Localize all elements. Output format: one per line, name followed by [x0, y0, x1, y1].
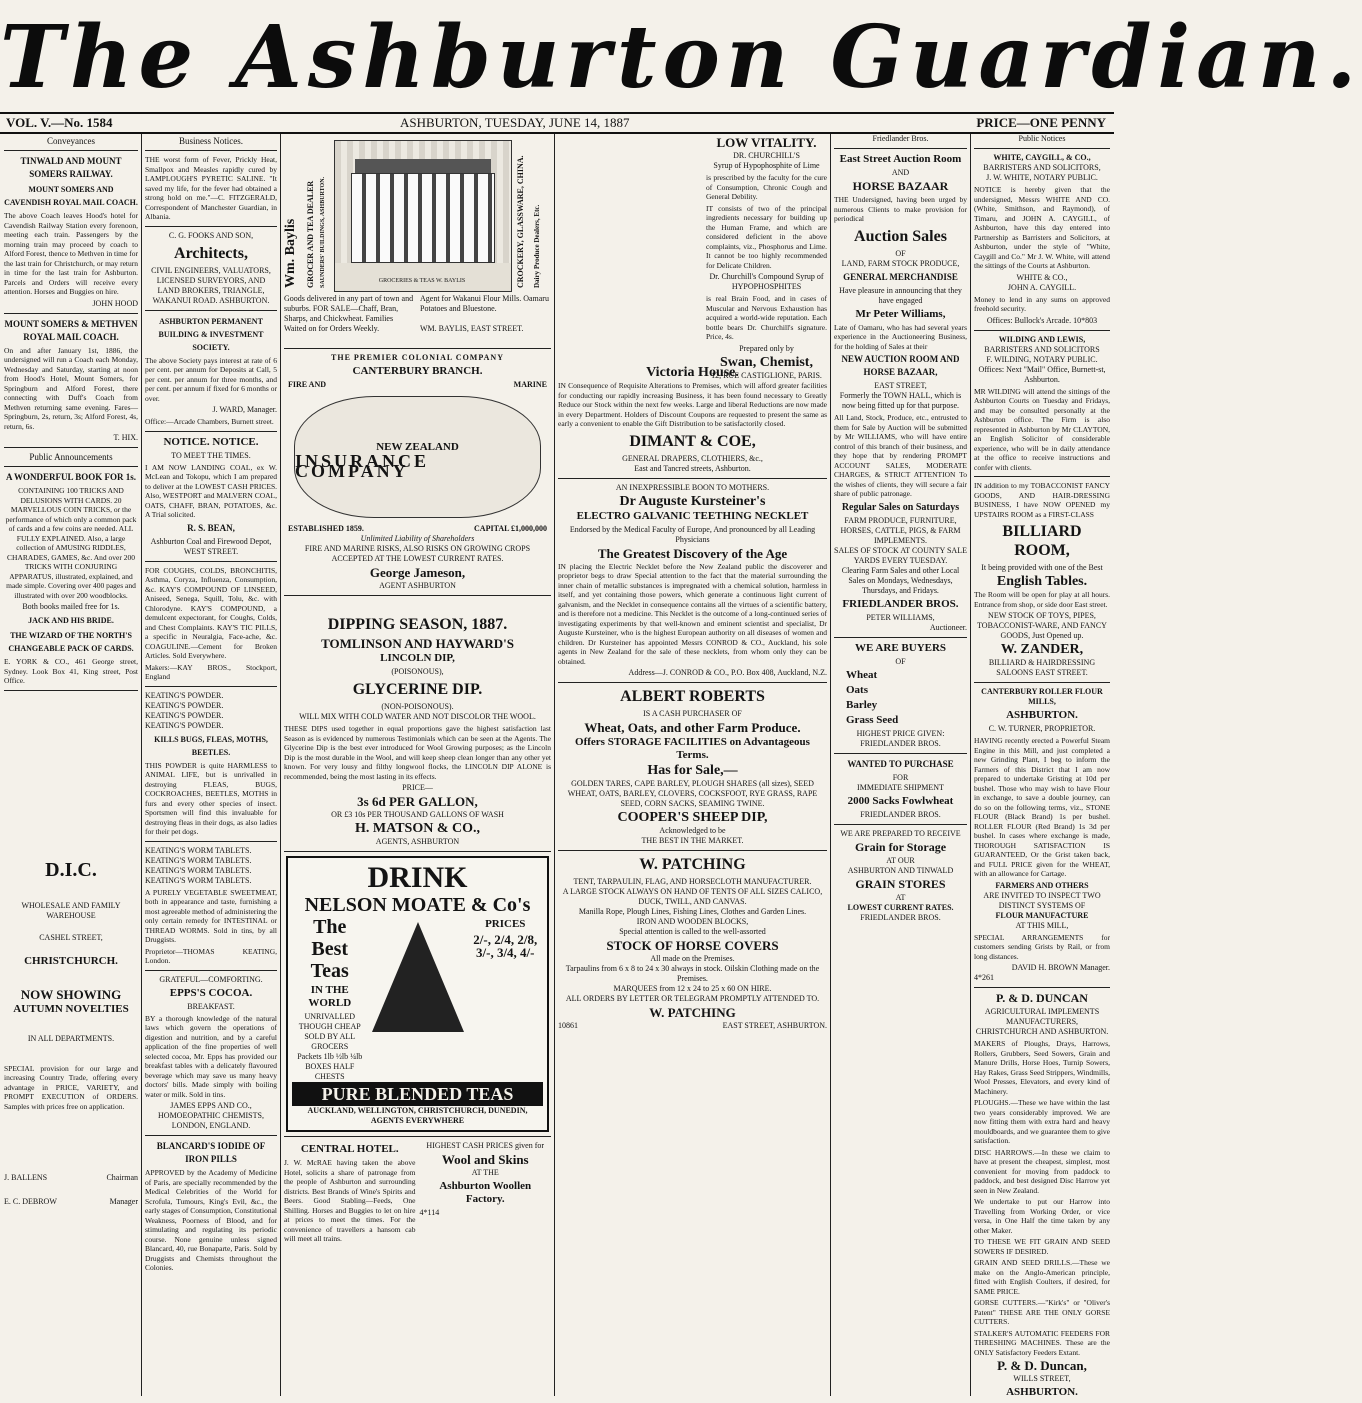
ad-heading: Auction Sales	[854, 227, 947, 245]
ad-subheading: OR £3 10s PER THOUSAND GALLONS OF WASH	[331, 810, 504, 819]
ad-subheading: (NON-POISONOUS).	[381, 702, 454, 711]
price: PRICE—ONE PENNY	[976, 115, 1106, 130]
ad-heading: Wool and Skins	[441, 1152, 529, 1167]
ad-signature: P. & D. Duncan,	[997, 1358, 1087, 1373]
ad-subheading: OF	[895, 248, 906, 258]
ad-subheading: IMMEDIATE SHIPMENT	[857, 782, 944, 792]
ad-body: Goods delivered in any part of town and suburbs. FOR SALE—Chaff, Bran, Sharps, and Chickwheat. Families Waited on for Orders Weekly.	[284, 294, 414, 333]
ad-body: NOTICE is hereby given that the undersigned, Messrs WHITE AND CO. (White, Smithson, and Raymond), of Timaru, and JOHN A. CAYGILL, of Ashburton, have this day entered into Partnership as Barristers and Solicitors, at Ashburton, under the style of "White, Caygill and Co." Mr J. W. White, will attend the sittings of the Courts at Ashburton.	[974, 185, 1110, 270]
ad-signature: R. S. BEAN,	[187, 522, 235, 533]
ad-body: MAKERS of Ploughs, Drays, Harrows, Rollers, Grubbers, Seed Sowers, Grain and Manure Drills, Horse Hoes, Turnip Sowers, Hay Rakes, Grass Seed Strippers, Windmills, Wool Presses, Elevators, and every kind of Machinery.	[974, 1039, 1110, 1096]
ad-body: ARE INVITED TO INSPECT TWO DISTINCT SYSTEMS OF	[983, 890, 1101, 910]
ad-address: EAST STREET, ASHBURTON.	[722, 1021, 827, 1030]
ad-item: Grass Seed	[846, 713, 899, 726]
ad-address: Address—J. CONROD & CO., P.O. Box 408, Auckland, N.Z.	[628, 668, 827, 677]
ad-subheading: WHOLESALE AND FAMILY WAREHOUSE	[21, 900, 121, 920]
ad-heading: ASHBURTON.	[1006, 709, 1078, 721]
ad-heading: C. G. FOOKS AND SON,	[168, 230, 254, 240]
ad-body: Agent for Wakanui Flour Mills. Oamaru Potatoes and Bluestone.	[420, 294, 549, 313]
ad-heading: MOUNT SOMERS & METHVEN ROYAL MAIL COACH.	[4, 318, 138, 342]
ad-signature: DAVID H. BROWN Manager.	[1011, 963, 1110, 972]
signatory-role: Chairman	[106, 1173, 138, 1182]
ad-body: All made on the Premises.	[650, 954, 735, 963]
column-4	[558, 134, 827, 1396]
ad-heading: HORSE BAZAAR	[852, 179, 949, 193]
ad-heading: NOTICE. NOTICE.	[163, 435, 259, 448]
ad-body: IN addition to my TOBACCONIST FANCY GOODS, AND HAIR-DRESSING BUSINESS, I have NOW OPENED my UPSTAIRS ROOM as a FIRST-CLASS	[974, 481, 1110, 519]
ad-item: Barley	[846, 698, 878, 711]
ad-subheading: (POISONOUS),	[391, 667, 444, 676]
ad-subheading: THE BEST IN THE MARKET.	[641, 836, 744, 845]
ad-body: It being provided with one of the Best	[981, 563, 1103, 572]
ad-subheading: IN THE WORLD	[308, 984, 352, 1009]
column-rule	[970, 134, 971, 1396]
ad-vertical-text: SAUNDERS' BUILDINGS, ASHBURTON.	[320, 176, 326, 288]
ad-subheading: WE ARE PREPARED TO RECEIVE	[840, 828, 961, 838]
issue-date: ASHBURTON, TUESDAY, JUNE 14, 1887	[400, 115, 630, 130]
ad-heading: NOW SHOWING	[20, 986, 122, 1002]
column-2	[145, 134, 277, 1396]
ad-body: Late of Oamaru, who has had several years experience in the Auctioneering Business, for the holding of Sales at their	[834, 322, 967, 351]
ad-subheading: HIGHEST CASH PRICES given for	[426, 1141, 545, 1150]
ad-body: The Room will be open for play at all hours. Entrance from shop, or side door East street.	[974, 590, 1110, 609]
ad-body: FARM PRODUCE, FURNITURE, HORSES, CATTLE, PIGS, & FARM IMPLEMENTS.	[840, 515, 961, 545]
ad-heading: ASHBURTON PERMANENT BUILDING & INVESTMENT SOCIETY.	[158, 316, 264, 352]
ad-address: 12, RUE CASTIGLIONE, PARIS.	[711, 370, 822, 380]
ad-subheading: KILLS BUGS, FLEAS, MOTHS, BEETLES.	[154, 734, 268, 757]
ad-signature: WHITE & CO.,	[1016, 272, 1068, 282]
signatory: J. BALLENS	[4, 1173, 48, 1182]
ad-signature: JAMES EPPS AND CO., HOMOEOPATHIC CHEMISTS, LONDON, ENGLAND.	[158, 1101, 264, 1130]
ad-heading: Victoria House.	[646, 365, 739, 380]
ad-signature: FRIEDLANDER BROS.	[860, 912, 941, 922]
ad-body: GOLDEN TARES, CAPE BARLEY, PLOUGH SHARES (all sizes), SEED WHEAT, OATS, BARLEY, CLOVERS, COCKSFOOT, RYE GRASS, RAPE SEED, CORN SACKS, SEAMING TWINE.	[567, 779, 818, 808]
column-1	[4, 134, 138, 1396]
tea-ad	[286, 856, 549, 1132]
ad-subheading: GENERAL DRAPERS, CLOTHIERS, &c.,	[622, 453, 763, 463]
ad-signature: W. PATCHING	[649, 1005, 736, 1020]
ad-heading: KEATING'S WORM TABLETS.	[145, 855, 252, 865]
ad-street: CASHEL STREET,	[39, 932, 103, 942]
ad-heading: Dr Auguste Kursteiner's	[619, 493, 766, 509]
column-rule	[141, 134, 142, 1396]
ad-heading: AUTUMN NOVELTIES	[13, 1002, 129, 1015]
ad-signature: Proprietor—THOMAS KEATING, London.	[145, 946, 277, 965]
ad-label: CAPITAL £1,000,000	[474, 524, 547, 533]
ad-heading: BILLIARD ROOM,	[1002, 523, 1082, 559]
ad-heading: ELECTRO GALVANIC TEETHING NECKLET	[576, 509, 809, 522]
ad-vertical-text: Dairy Produce Dealers, Etc.	[533, 204, 541, 288]
store-sign: GROCERIES & TEAS W. BAYLIS	[378, 278, 466, 284]
ad-address: Offices: Bullock's Arcade. 10*803	[986, 315, 1098, 325]
ad-heading: FARMERS AND OTHERS	[995, 880, 1089, 890]
ad-heading: The	[313, 916, 347, 938]
ad-body: Manilla Rope, Plough Lines, Fishing Lines, Clothes and Garden Lines.	[578, 907, 807, 916]
ad-body: SPECIAL ARRANGEMENTS for customers sending Grists by Rail, or from long distances.	[974, 932, 1110, 961]
ad-body: IT consists of two of the principal ingredients necessary for building up the Human Frame, and which are considered deficient in the above complaints, viz., Phosphorus and Lime. It cannot be too highly recommended for Delicate Children.	[706, 203, 827, 270]
ad-heading: BLANCARD'S IODIDE OF IRON PILLS	[156, 1141, 266, 1164]
ad-subheading: AUCKLAND, WELLINGTON, CHRISTCHURCH, DUNEDIN,	[307, 1106, 528, 1115]
ad-heading: KEATING'S WORM TABLETS.	[145, 865, 252, 875]
ad-address: Ashburton Coal and Firewood Depot, WEST STREET.	[150, 536, 272, 556]
section-heading: Public Announcements	[29, 452, 113, 462]
ad-body: GRAIN AND SEED DRILLS.—These we make on the Anglo-American principle, fitted with English Coulters, if desired, for SAME PRICE.	[974, 1258, 1110, 1296]
ad-body: SPECIAL provision for our large and increasing Country Trade, offering every advantage in PRICE, VARIETY, and PROMPT EXECUTION of ORDERS. Samples with prices free on application.	[4, 1063, 138, 1111]
ad-heading: Ashburton Woollen Factory.	[439, 1180, 532, 1205]
ad-body: Money to lend in any sums on approved freehold security.	[974, 294, 1110, 313]
ad-heading: FLOUR MANUFACTURE	[995, 910, 1089, 920]
column-rule	[554, 134, 555, 1396]
ad-heading: CENTRAL HOTEL.	[300, 1143, 399, 1155]
emblem-text: INSURANCE COMPANY	[295, 450, 430, 481]
ad-heading: East Street Auction Room	[839, 153, 962, 165]
ad-subheading: GRATEFUL—COMFORTING.	[159, 974, 263, 984]
ad-heading: CANTERBURY BRANCH.	[352, 365, 483, 377]
ad-address: WILLS STREET,	[1013, 1374, 1071, 1383]
column-3	[284, 134, 551, 1396]
section-heading: Conveyances	[47, 136, 95, 146]
ad-subheading: LAND, FARM STOCK PRODUCE,	[841, 258, 960, 268]
ad-heading: The Greatest Discovery of the Age	[597, 545, 788, 561]
ad-heading: THE WIZARD OF THE NORTH'S CHANGEABLE PACK OF CARDS.	[8, 631, 134, 653]
ad-body: All Land, Stock, Produce, etc., entrusted to them for Sale by Auction will be submitted by Mr WILLIAMS, who will have entire control of this branch of their business, and they hope that by rendering PROMPT ACCOUNT SALES, MODERATE CHARGES, & STRICT ATTENTION To the wishes of clients, they will secure a fair share of public patronage.	[834, 413, 967, 498]
ad-heading: STOCK OF HORSE COVERS	[606, 938, 779, 953]
ad-number: 4*114	[419, 1208, 440, 1217]
ad-body: PLOUGHS.—These we have within the last two years considerably improved. We are now fitting them with extra hard and heavy mouldboards, and we guarantee them to give satisfaction.	[974, 1098, 1110, 1145]
ad-body: BY a thorough knowledge of the natural laws which govern the operations of digestion and nutrition, and by a careful application of the fine properties of well selected cocoa, Mr. Epps has provided our breakfast tables with a delicately flavoured beverage which may save us many heavy doctors' bills. Made simply with boiling water or milk. Sold in tins.	[145, 1013, 277, 1099]
ad-subheading: HIGHEST PRICE GIVEN:	[856, 728, 945, 738]
ad-body: CONTAINING 100 TRICKS AND DELUSIONS WITH CARDS. 20 MARVELLOUS COIN TRICKS, or the performance of which only a common pack of cards and a few coins are needed. ALL FULLY EXPLAINED. Also, a large collection of AMUSING RIDDLES, CHARADES, GAMES, &c. And over 200 TRICKS WITH CONJURING APPARATUS, illustrated, explained, and made simple. Covering over 400 pages and illustrated with over 200 woodblocks.	[5, 486, 137, 600]
ad-price: 2/-, 2/4, 2/8, 3/-, 3/4, 4/-	[473, 932, 538, 960]
ad-body: Clearing Farm Sales and other Local Sales on Mondays, Wednesdays, Thursdays, and Fridays.	[841, 565, 960, 595]
ad-heading: THE PREMIER COLONIAL COMPANY	[331, 353, 504, 362]
ad-body: FOR COUGHS, COLDS, BRONCHITIS, Asthma, Coryza, Influenza, Consumption, &c. KAY'S COMPOUND OF LINSEED, Aniseed, Senega, Squill, Tolu, &c. with Chlorodyne. KAY'S COMPOUND, a demulcent expectorant, for Coughs, Colds, and Chest Complaints. KAY'S TIC PILLS, a specific in Neuralgia, Face-ache, &c. COAGULINE.—Cement for Broken Articles. Sold Everywhere.	[145, 565, 277, 660]
insurance-emblem	[294, 396, 541, 518]
ad-signature: Makers:—KAY BROS., Stockport, England	[145, 662, 277, 681]
ad-heading: A WONDERFUL BOOK FOR 1s.	[5, 472, 137, 482]
ad-heading: PURE BLENDED TEAS	[292, 1082, 543, 1106]
ad-heading: Offers STORAGE FACILITIES on Advantageous Terms.	[575, 736, 810, 761]
ad-body: THE Undersigned, having been urged by numerous Clients to make provision for periodical	[834, 195, 967, 223]
ad-heading: W. PATCHING	[639, 856, 746, 873]
ad-heading: GLYCERINE DIP.	[352, 681, 483, 698]
ad-body: IN Consequence of Requisite Alterations to Premises, which will afford greater facilities for conducting our rapidly increasing Business, it has been found necessary to Greatly Reduce our Stock within the next few weeks. Large and liberal Reductions are now made in every Department. Holders of Discount Coupons are requested to present the same as early a convenient to enable the Gift Distribution to be satisfactorily closed.	[558, 381, 827, 428]
ad-body: THIS POWDER is quite HARMLESS to ANIMAL LIFE, but is unrivalled in destroying FLEAS, BUGS, COCKROACHES, BEETLES, MOTHS in furs and every other species of insect. Sportsmen will find this invaluable for destroying fleas in their dogs, as also ladies for their pet dogs.	[145, 760, 277, 836]
ad-signature: PETER WILLIAMS,	[866, 612, 935, 622]
ad-signature: W. ZANDER,	[1000, 642, 1084, 657]
ad-heading: KEATING'S WORM TABLETS.	[145, 875, 252, 885]
emblem-text: NEW ZEALAND	[376, 440, 459, 453]
ad-subheading: AND	[891, 168, 910, 177]
ad-item: Wheat	[846, 668, 878, 681]
ad-body: A LARGE STOCK ALWAYS ON HAND OF TENTS OF ALL SIZES CALICO, DUCK, TWILL, AND CANVAS.	[562, 887, 823, 906]
column-rule	[830, 134, 831, 1396]
ad-subheading: MOUNT SOMERS AND CAVENDISH ROYAL MAIL COACH.	[4, 185, 138, 207]
ad-subheading: AGENT ASHBURTON	[379, 581, 456, 590]
ad-vertical-text: Wm. Baylis	[283, 218, 298, 288]
ad-heading: GENERAL MERCHANDISE	[843, 271, 958, 282]
ad-heading: TOMLINSON AND HAYWARD'S	[321, 636, 514, 651]
ad-subheading: Endorsed by the Medical Faculty of Europe, And pronounced by all Leading Physicians	[569, 524, 816, 544]
ad-body: ALL ORDERS BY LETTER OR TELEGRAM PROMPTLY ATTENDED TO.	[565, 994, 820, 1003]
ad-address: BILLIARD & HAIRDRESSING SALOONS EAST STREET.	[988, 658, 1096, 677]
ad-subheading: AGENTS EVERYWHERE	[370, 1116, 465, 1125]
baylis-ad	[284, 134, 551, 344]
ad-subheading: AT OUR	[886, 855, 915, 865]
ad-heading: Mr Peter Williams,	[855, 307, 946, 320]
ad-heading: DIPPING SEASON, 1887.	[327, 616, 508, 633]
ad-body: is prescribed by the faculty for the cure of Consumption, Chronic Cough and General Debility.	[706, 173, 827, 201]
ad-body: J. W. McRAE having taken the above Hotel, solicits a share of patronage from the people of Ashburton and surrounding districts. Best Brands of Wine's Spirits and Beers. Good Stabling—Feeds, One Shilling. Horses and Buggies to let on hire at prices to meet the times. For the convenience of travellers a hansom cab will meet all trains.	[284, 1158, 416, 1243]
section-heading: Business Notices.	[179, 136, 243, 146]
col4-main	[558, 364, 827, 1031]
ad-body: FIRE AND MARINE RISKS, ALSO RISKS ON GROWING CROPS ACCEPTED AT THE LOWEST CURRENT RATES.	[304, 544, 531, 563]
ad-body: THESE DIPS used together in equal proportions gave the highest satisfaction last Season as is evidenced by numerous Testimonials which can be seen at the Agents. The Glycerine Dip is the best ever introduced for Wool Growing purposes; as the Lincoln Dip is the most durable in the Wool, and will keep sheep clean longer than any other yet known. For very lousy and filthy longwool flocks, the LINCOLN DIP ALONE is recommended, being the most lasting in its effects.	[284, 724, 551, 781]
column-6	[974, 134, 1110, 1396]
ad-signature: JOHN A. CAYGILL.	[1007, 282, 1077, 292]
ad-subheading: AT THIS MILL,	[1015, 920, 1069, 930]
ad-subheading: F. WILDING, NOTARY PUBLIC.	[986, 354, 1098, 364]
ad-subheading: PRICES	[485, 918, 526, 930]
ad-heading: GRAIN STORES	[855, 876, 946, 891]
ad-heading: TINWALD AND MOUNT SOMERS RAILWAY.	[20, 156, 122, 179]
ad-subheading: LOWEST CURRENT RATES.	[847, 902, 954, 912]
ad-subheading: IRON AND WOODEN BLOCKS,	[636, 917, 749, 926]
ad-body: IN placing the Electric Necklet before the New Zealand public the discoverer and proprietor begs to draw Special attention to the fact that the material surrounding the inner chain of metallic substances is impregnated with a chemical solution, harmless in itself, and yet containing those powers, which generate a continuous light current of galvanism, and the Necklet in consequence contains all the virtues of a scientific battery, and is therefore not a medicine. This Necklet is the outcome of a long-continued series of investigating experiments by that well-known and eminent scientist and specialist, Dr Auguste Kursteiner, who is the highest European authority on all diseases of women and children. Dr Kursteiner has appointed Messrs CONROD & CO., Auckland, his sole agents in New Zealand for the sale of these necklets, from whom only they can be obtained.	[558, 561, 827, 666]
ad-heading: D.I.C.	[45, 858, 97, 881]
ad-vertical-text: GROCER AND TEA DEALER	[306, 180, 315, 288]
masthead: The Ashburton Guardian.	[0, 7, 1362, 108]
ad-subheading: EAST STREET,	[874, 381, 927, 390]
ad-heading: Grain for Storage	[854, 839, 947, 854]
ad-body: SALES OF STOCK AT COUNTY SALE YARDS EVERY TUESDAY.	[834, 545, 967, 565]
ad-subheading: ASHBURTON AND TINWALD	[847, 865, 954, 875]
ad-body: The above Society pays interest at rate of 6 per cent. per annum for Deposits at Call, 5 per cent. per annum for three months, and per cent. per annum if fixed for 6 months or over.	[145, 355, 277, 403]
ad-heading: WHITE, CAYGILL, & CO.,	[993, 153, 1091, 162]
column-5	[834, 134, 967, 1396]
ad-subheading: J. W. WHITE, NOTARY PUBLIC.	[986, 173, 1098, 182]
ad-label: FIRE AND	[288, 380, 327, 389]
ad-price: 3s 6d PER GALLON,	[357, 794, 478, 809]
store-engraving	[334, 140, 512, 292]
ad-subheading: OF	[895, 656, 906, 666]
ad-subheading: Packets 1lb ½lb ¼lb BOXES HALF CHESTS	[297, 1052, 363, 1081]
ad-body: I AM NOW LANDING COAL, ex W. McLean and Tokopu, which I am prepared to deliver at the LOWEST CASH PRICES. Also, WESTPORT and MALVERN COAL, OATS, CHAFF, BRAN, POTATOES, &c. A Trial solicited.	[145, 462, 277, 519]
ad-body: DISC HARROWS.—In these we claim to have at present the cheapest, simplest, most convenient for moving from paddock to paddock, and best designed Disc Harrow yet seen in New Zealand.	[974, 1147, 1110, 1195]
ad-body: GORSE CUTTERS.—"Kirk's" or "Oliver's Patent" THESE ARE THE ONLY GORSE CUTTERS.	[974, 1298, 1110, 1326]
ad-signature: FRIEDLANDER BROS.	[860, 809, 941, 819]
ad-label: MARINE	[513, 380, 547, 389]
ad-heading: Regular Sales on Saturdays	[841, 501, 960, 513]
ad-subheading: Syrup of Hypophosphite of Lime	[713, 161, 820, 170]
ad-subheading: AT	[895, 892, 906, 902]
ad-address: East and Tancred streets, Ashburton.	[634, 463, 751, 473]
ad-heading: Architects,	[174, 244, 248, 262]
ad-heading: JACK AND HIS BRIDE.	[28, 616, 114, 625]
ad-heading: WANTED TO PURCHASE	[847, 758, 954, 769]
column-rule	[280, 134, 281, 1396]
churchill-ad	[706, 134, 827, 381]
ad-heading: NEW AUCTION ROOM AND HORSE BAZAAR,	[841, 354, 960, 377]
ad-number: 10861	[558, 1021, 578, 1030]
ad-signature: DIMANT & COE,	[629, 432, 756, 450]
ad-subheading: Dr. Churchill's Compound Syrup of HYPOPHOSPHITES	[709, 272, 824, 291]
ad-body: THE worst form of Fever, Prickly Heat, Smallpox and Measles rapidly cured by LAMPLOUGH'S PYRETIC SALINE. "It saved my life, for the fever had obtained a strong hold on me."—C. FITZGERALD, Correspondent of Manchester Guardian, in Albania.	[145, 155, 277, 221]
ad-body: APPROVED by the Academy of Medicine of Paris, are specially recommended by the Medical Celebrities of the World for Scrofula, Tumours, King's Evil, &c., the early stages of Consumption, Constitutional Weakness, Poorness of Blood, and for stimulating and regulating its periodic course. None genuine unless signed Blancard, 40, rue Bonaparte, Paris. Sold by Druggists and Chemists throughout the Colonies.	[145, 1168, 277, 1272]
ad-subheading: AN INEXPRESSIBLE BOON TO MOTHERS.	[615, 482, 770, 492]
ad-heading: P. & D. DUNCAN	[996, 991, 1088, 1005]
ad-subheading: AGRICULTURAL IMPLEMENTS MANUFACTURERS,	[984, 1007, 1100, 1026]
ad-vertical-text: CROCKERY, GLASSWARE, CHINA.	[516, 155, 525, 288]
ad-address: CHRISTCHURCH AND ASHBURTON.	[975, 1027, 1109, 1036]
ad-heading: CANTERBURY ROLLER FLOUR MILLS,	[981, 687, 1103, 706]
ad-heading: COOPER'S SHEEP DIP,	[617, 810, 768, 825]
ad-subheading: BARRISTERS AND SOLICITORS,	[983, 163, 1101, 172]
ad-subheading: DR. CHURCHILL'S	[733, 151, 800, 160]
ad-address: E. YORK & CO., 461 George street, Sydney. Look Box 41, King street, Post Office.	[4, 657, 138, 685]
ad-heading: English Tables.	[996, 574, 1088, 589]
ad-heading: Wheat, Oats, and other Farm Produce.	[584, 720, 801, 735]
ad-subheading: TENT, TARPAULIN, FLAG, AND HORSECLOTH MANUFACTURER.	[573, 877, 812, 886]
ad-heading: DRINK	[367, 861, 468, 894]
ad-subheading: IN ALL DEPARTMENTS.	[27, 1033, 115, 1043]
ad-body: Have pleasure in announcing that they have engaged	[839, 285, 962, 305]
ad-signature: George Jameson,	[369, 565, 466, 580]
ad-body: NEW STOCK OF TOYS, PIPES, TOBACCONIST-WARE, AND FANCY GOODS, Just Opened up.	[977, 611, 1107, 640]
ad-heading: NELSON MOATE & Co's	[304, 894, 531, 916]
ad-body: On and after January 1st, 1886, the undersigned will run a Coach each Monday, Wednesday and Saturday, starting at noon from Hood's Hotel, Mount Somers, for Springburn and Alford Forest, there connecting with Duff's Coach from Methven returning same evening. Fares—Springburn, 2s, return, 3s; Alford Forest, 4s, return, 6s.	[4, 345, 138, 431]
ad-label: PRICE—	[402, 783, 433, 792]
ad-subheading: C. W. TURNER, PROPRIETOR.	[988, 724, 1096, 733]
ad-signature: FRIEDLANDER BROS.	[860, 738, 941, 748]
ad-body: The above Coach leaves Hood's hotel for Cavendish Railway Station every forenoon, meeting each train. Passengers by the morning train may proceed by coach to Alford Forest, thence to Methven in time for the last train for Christchurch, or may return in time for the last train for Ashburton. Parcels and Orders will receive every attention. Horses and Buggies on hire.	[4, 211, 138, 296]
ad-subheading: Acknowledged to be	[659, 826, 726, 835]
ad-signature: FRIEDLANDER BROS.	[842, 597, 959, 610]
ad-subheading: Auctioneer.	[929, 622, 967, 632]
ad-address: ASHBURTON.	[1006, 1386, 1078, 1398]
ad-signature: H. MATSON & CO.,	[355, 821, 480, 836]
ad-body: is real Brain Food, and in cases of Muscular and Nervous Exhaustion has acquired a world-wide reputation. Each bottle bears Dr. Churchill's signature. Price, 4s.	[706, 294, 827, 341]
ad-body: STALKER'S AUTOMATIC FEEDERS FOR THRESHING MACHINES. These are the ONLY Satisfactory Feeders Extant.	[974, 1328, 1110, 1357]
ad-subheading: Prepared only by	[739, 343, 794, 353]
ad-subheading: WILL MIX WITH COLD WATER AND NOT DISCOLOR THE WOOL.	[299, 712, 536, 721]
ad-body: MR WILDING will attend the sittings of the Ashburton Courts on Tuesday and Fridays, and may be consulted personally at the Ashburton office. The Firm is also represented in Ashburton by Mr CLAYTON, an English Solicitor of considerable experience, who will be in daily attendance at the office to receive instructions and confer with clients.	[974, 386, 1110, 472]
ad-heading: KEATING'S POWDER.	[145, 700, 224, 710]
ad-city: CHRISTCHURCH.	[24, 954, 118, 967]
ad-subheading: AGENTS, ASHBURTON	[375, 837, 460, 846]
ad-subheading: Unlimited Liability of Shareholders	[360, 534, 475, 543]
ad-number: 4*261	[974, 973, 994, 982]
signatory: E. C. DEBROW	[4, 1197, 57, 1206]
ad-body: Tarpaulins from 6 x 8 to 24 x 30 always in stock. Oilskin Clothing made on the Premises.	[565, 964, 820, 983]
ad-subheading: FOR	[892, 772, 909, 782]
ad-body: Special attention is called to the well-assorted	[619, 927, 766, 936]
ad-subheading: BREAKFAST.	[187, 1001, 235, 1011]
ad-address: Offices: Next "Mail" Office, Burnett-st, Ashburton.	[978, 364, 1106, 384]
ad-heading: WE ARE BUYERS	[854, 641, 947, 654]
dateline	[0, 112, 1114, 134]
ad-subheading: IS A CASH PURCHASER OF	[643, 709, 742, 718]
ad-subheading: CIVIL ENGINEERS, VALUATORS, LICENSED SURVEYORS, AND LAND BROKERS, TRIANGLE, WAKANUI ROAD. ASHBURTON.	[151, 265, 271, 305]
ad-signature: J. WARD, Manager.	[212, 405, 277, 414]
ad-heading: ALBERT ROBERTS	[620, 688, 765, 705]
ad-subheading: BARRISTERS AND SOLICITORS	[984, 344, 1100, 354]
ad-note: Both books mailed free for 1s.	[22, 602, 120, 611]
ad-heading: KEATING'S POWDER.	[145, 710, 224, 720]
ad-signature: Swan, Chemist,	[720, 354, 813, 370]
ad-heading: LOW VITALITY.	[716, 135, 817, 150]
section-heading: Friedlander Bros.	[872, 134, 929, 143]
ad-body: We undertake to put our Harrow into Travelling from Working Order, or vice versa, in One Half the time taken by any other Maker.	[974, 1197, 1110, 1235]
ad-heading: KEATING'S POWDER.	[145, 720, 224, 730]
ad-heading: EPPS'S COCOA.	[169, 986, 253, 999]
ad-heading: LINCOLN DIP,	[380, 652, 455, 664]
ad-heading: Best Teas	[310, 938, 349, 982]
section-heading: Public Notices	[1018, 134, 1066, 143]
ad-label: ESTABLISHED 1859.	[288, 524, 364, 533]
signatory-role: Manager	[109, 1197, 138, 1206]
ad-subheading: UNRIVALLED THOUGH CHEAP	[298, 1012, 361, 1031]
ad-heading: Has for Sale,—	[647, 763, 738, 778]
volume-number: VOL. V.—No. 1584	[6, 115, 113, 130]
ad-signature: WM. BAYLIS, EAST STREET.	[420, 324, 524, 333]
ad-address: Office:—Arcade Chambers, Burnett street.	[145, 417, 274, 426]
ad-subheading: TO MEET THE TIMES.	[171, 450, 251, 460]
ad-body: A PURELY VEGETABLE SWEETMEAT, both in appearance and taste, furnishing a most agreeable method of administering the only certain remedy for INTESTINAL or THREAD WORMS. Sold in tins, by all Druggists.	[145, 887, 277, 944]
ad-signature: T. HIX.	[113, 433, 138, 442]
ad-body: Formerly the TOWN HALL, which is now being fitted up for that purpose.	[839, 391, 962, 410]
ad-body: HAVING recently erected a Powerful Steam Engine in this Mill, and just completed a new Grinding Plant, I beg to inform the Farmers of this District that I am now prepared to undertake Gristing at 10d per bushel. Those who may wish to have Flour in exchange, to save a double journey, can do so on the following terms, viz., STONE FLOUR (Black Brand) 1s per bushel. ROLLER FLOUR (Red Brand) 1s 3d per bushel. In cases where exchange is made, THOROUGH SATISFACTION IS GUARANTEED, Or the Grist taken back, and FULL PRICE given for the WHEAT, with an allowance for Cartage.	[974, 736, 1110, 878]
ad-heading: WILDING AND LEWIS,	[998, 334, 1086, 344]
ad-subheading: AT THE	[471, 1168, 499, 1177]
ad-item: Oats	[846, 683, 868, 696]
ad-heading: KEATING'S WORM TABLETS.	[145, 845, 252, 855]
ad-signature: JOHN HOOD	[92, 298, 138, 308]
pagoda-illustration	[372, 922, 464, 1032]
ad-body: MARQUEES from 12 x 24 to 25 x 60 ON HIRE.	[613, 984, 772, 993]
ad-heading: 2000 Sacks Fowlwheat	[847, 794, 954, 807]
ad-heading: KEATING'S POWDER.	[145, 690, 224, 700]
ad-body: TO THESE WE FIT GRAIN AND SEED SOWERS IF DESIRED.	[974, 1237, 1110, 1256]
ad-subheading: SOLD BY ALL GROCERS	[304, 1032, 356, 1051]
